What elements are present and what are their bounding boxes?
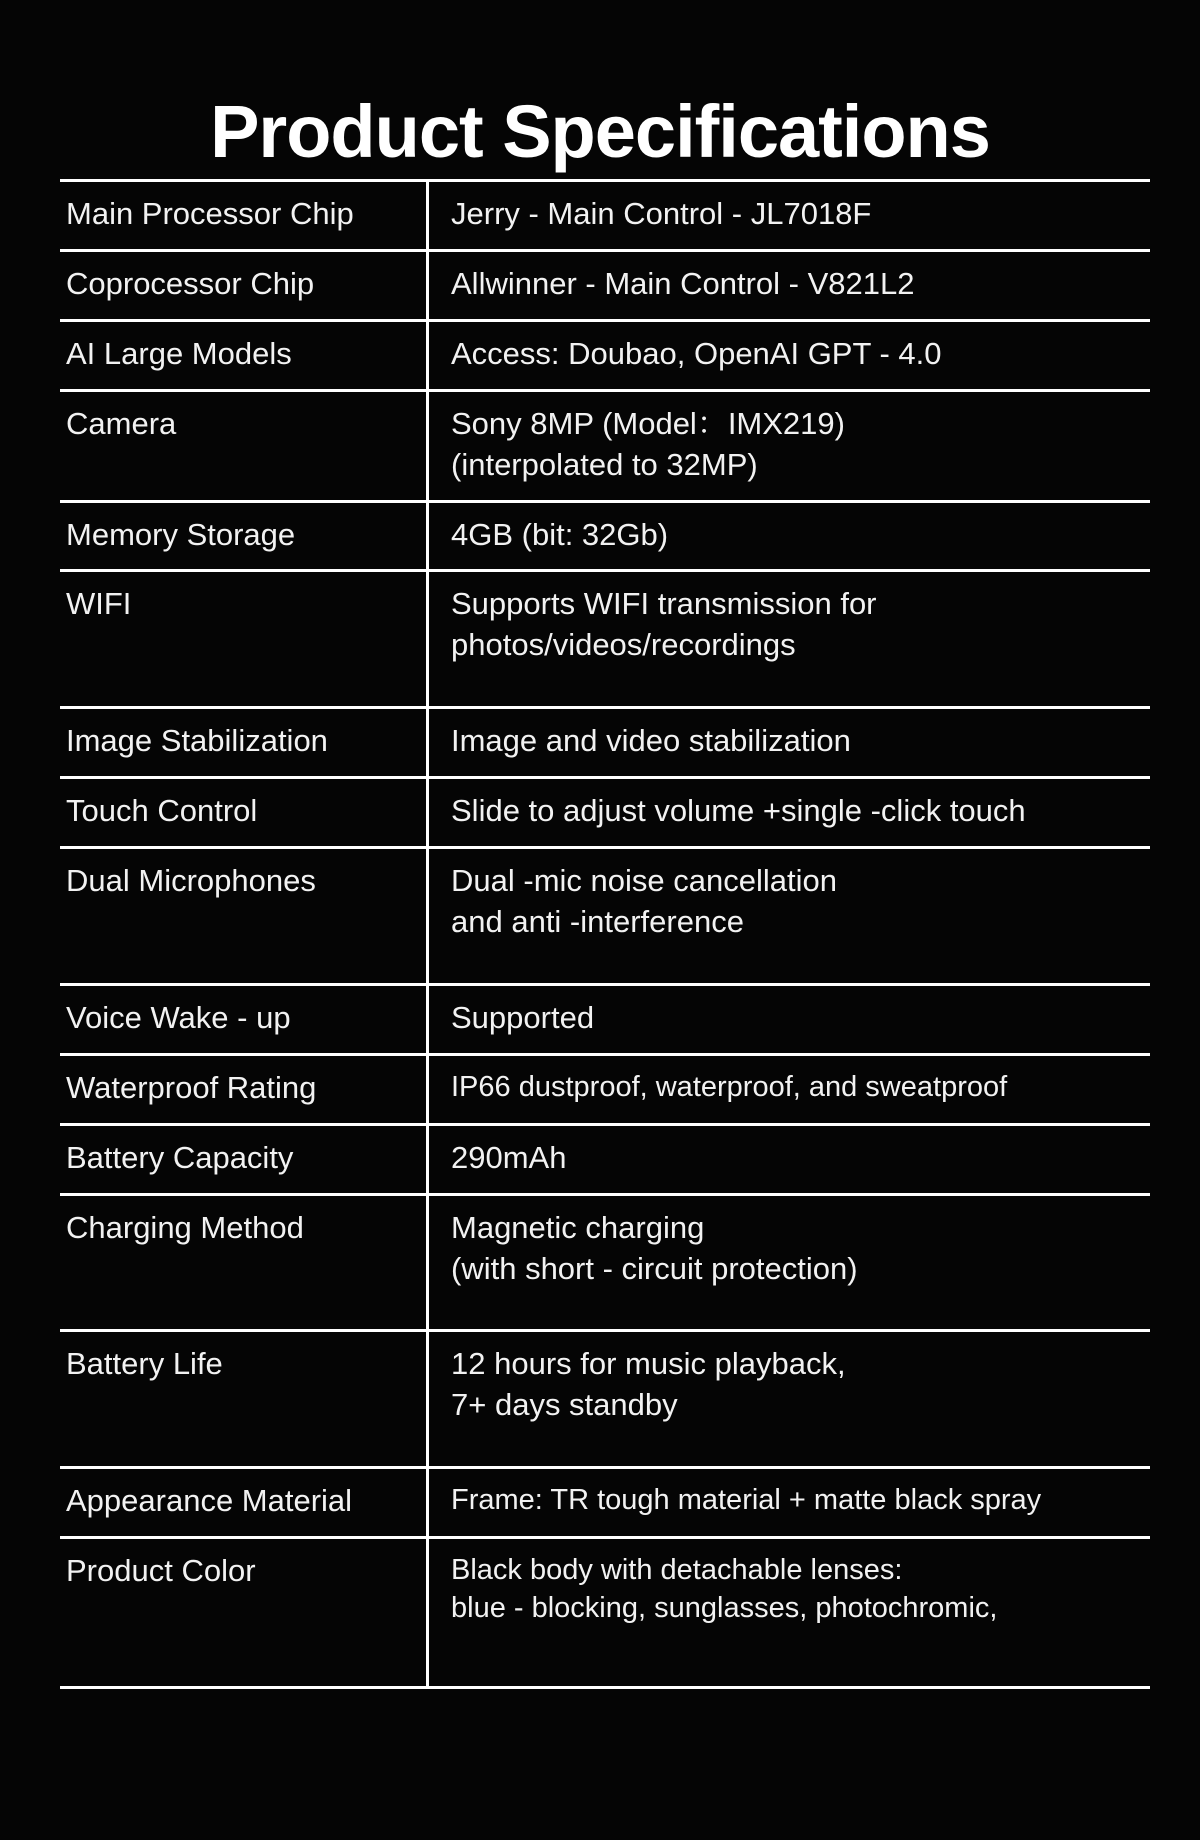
spec-value-line: Black body with detachable lenses: xyxy=(451,1554,903,1587)
spec-label: Touch Control xyxy=(60,778,428,848)
table-row xyxy=(60,1194,1150,1331)
spec-value-line: 4GB (bit: 32Gb) xyxy=(451,516,669,552)
spec-value-line: Image and video stabilization xyxy=(451,723,851,759)
spec-label: Dual Microphones xyxy=(60,848,428,985)
spec-value xyxy=(428,571,1151,708)
spec-label: Memory Storage xyxy=(60,501,428,571)
spec-value-line: Dual -mic noise cancellation xyxy=(451,863,837,899)
table-row xyxy=(60,984,1150,1054)
spec-label: Product Color xyxy=(60,1538,428,1688)
spec-label: Battery Capacity xyxy=(60,1124,428,1194)
spec-value xyxy=(428,1538,1151,1688)
specifications-table xyxy=(60,179,1150,1689)
spec-value xyxy=(428,778,1151,848)
spec-value-line: photos/videos/recordings xyxy=(451,627,796,663)
spec-value-line: blue - blocking, sunglasses, photochromic, xyxy=(451,1592,998,1625)
spec-value xyxy=(428,181,1151,251)
spec-label: Appearance Material xyxy=(60,1468,428,1538)
specifications-table-body xyxy=(60,181,1150,1688)
spec-value xyxy=(428,984,1151,1054)
table-row xyxy=(60,390,1150,501)
spec-value-line: Sony 8MP (Model：IMX219) xyxy=(451,405,845,441)
spec-value-line: 290mAh xyxy=(451,1139,567,1175)
page-title: Product Specifications xyxy=(210,90,990,173)
table-row xyxy=(60,1331,1150,1468)
spec-value-line: 7+ days standby xyxy=(451,1387,678,1423)
spec-label: WIFI xyxy=(60,571,428,708)
table-row xyxy=(60,571,1150,708)
spec-value-line: Jerry - Main Control - JL7018F xyxy=(451,196,872,231)
spec-label: Charging Method xyxy=(60,1194,428,1331)
spec-value xyxy=(428,1054,1151,1124)
spec-value-line: Allwinner - Main Control - V821L2 xyxy=(451,265,915,301)
spec-value xyxy=(428,501,1151,571)
table-row xyxy=(60,320,1150,390)
table-row xyxy=(60,848,1150,985)
spec-label: Waterproof Rating xyxy=(60,1054,428,1124)
spec-value xyxy=(428,1124,1151,1194)
spec-label: Coprocessor Chip xyxy=(60,250,428,320)
spec-value xyxy=(428,1468,1151,1538)
spec-label: Camera xyxy=(60,390,428,501)
spec-value-line: Access: Doubao, OpenAI GPT - 4.0 xyxy=(451,335,942,371)
spec-value-line: 12 hours for music playback, xyxy=(451,1346,846,1382)
spec-value-line: Supports WIFI transmission for xyxy=(451,586,877,622)
spec-label: Battery Life xyxy=(60,1331,428,1468)
spec-value xyxy=(428,708,1151,778)
table-row xyxy=(60,1468,1150,1538)
spec-value xyxy=(428,1331,1151,1468)
spec-value-line: Magnetic charging xyxy=(451,1209,705,1245)
spec-value-line: (interpolated to 32MP) xyxy=(451,446,758,482)
spec-label: AI Large Models xyxy=(60,320,428,390)
table-row xyxy=(60,181,1150,251)
spec-value xyxy=(428,1194,1151,1331)
spec-value-line: and anti -interference xyxy=(451,903,744,939)
spec-value xyxy=(428,848,1151,985)
table-row xyxy=(60,250,1150,320)
spec-value-line: Supported xyxy=(451,999,595,1035)
table-row xyxy=(60,1054,1150,1124)
spec-value xyxy=(428,320,1151,390)
table-row xyxy=(60,778,1150,848)
spec-value xyxy=(428,250,1151,320)
spec-label: Main Processor Chip xyxy=(60,181,428,251)
spec-label: Image Stabilization xyxy=(60,708,428,778)
spec-label: Voice Wake - up xyxy=(60,984,428,1054)
table-row xyxy=(60,1538,1150,1688)
spec-value-line: Slide to adjust volume +single -click touch xyxy=(451,793,1026,829)
table-row xyxy=(60,1124,1150,1194)
spec-value xyxy=(428,390,1151,501)
table-row xyxy=(60,708,1150,778)
spec-value-line: Frame: TR tough material + matte black spray xyxy=(451,1484,1042,1517)
spec-value-line: (with short - circuit protection) xyxy=(451,1250,858,1286)
table-row xyxy=(60,501,1150,571)
spec-value-line: IP66 dustproof, waterproof, and sweatproof xyxy=(451,1070,1008,1103)
